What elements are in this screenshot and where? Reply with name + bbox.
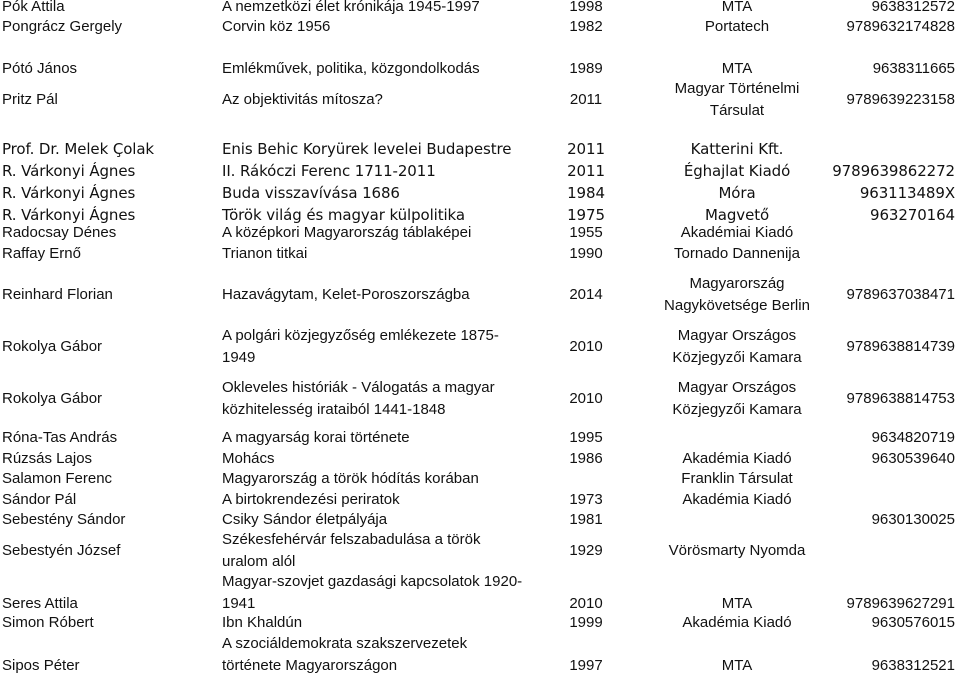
cell-publisher: Portatech (704, 18, 770, 35)
cell-isbn: 9630576015 (871, 614, 955, 631)
cell-publisher: MTA (721, 595, 753, 612)
table-row (0, 58, 959, 80)
cell-publisher: Akadémia Kiadó (682, 614, 792, 631)
cell-title: Török világ és magyar külpolitika (222, 206, 465, 224)
cell-title: Magyarország a török hódítás korában (222, 470, 479, 487)
cell-title: Corvin köz 1956 (222, 18, 331, 35)
table-row (0, 427, 959, 449)
cell-publisher: Magvető (704, 206, 770, 224)
cell-isbn: 963113489X (859, 184, 955, 202)
table-row (0, 182, 959, 204)
cell-year: 1955 (569, 224, 603, 241)
table-row (0, 632, 959, 678)
table-row (0, 243, 959, 265)
cell-publisher (632, 427, 842, 449)
cell-publisher: Katterini Kft. (690, 140, 784, 158)
cell-year: 1995 (569, 429, 603, 446)
cell-isbn (820, 222, 955, 244)
cell-isbn: 9638311665 (872, 60, 955, 77)
cell-year: 1998 (569, 0, 603, 15)
cell-publisher: Magyar Országos Közjegyzői Kamara (672, 379, 802, 418)
cell-year: 1986 (569, 450, 603, 467)
cell-publisher: Éghajlat Kiadó (683, 162, 791, 180)
cell-isbn: 9789639627291 (846, 595, 955, 612)
cell-year: 1989 (569, 60, 603, 77)
cell-title: Csiky Sándor életpályája (222, 511, 388, 528)
cell-title: A birtokrendezési periratok (222, 491, 400, 508)
cell-title: Trianon titkai (222, 245, 308, 262)
cell-author: Simon Róbert (2, 614, 94, 631)
table-row (0, 468, 959, 490)
table-row (0, 78, 959, 122)
cell-year: 1999 (569, 614, 603, 631)
cell-publisher: Magyarország Nagykövetsége Berlin (664, 275, 810, 314)
cell-publisher: Móra (718, 184, 756, 202)
cell-year: 2011 (569, 91, 603, 108)
cell-title: Enis Behic Koryürek levelei Budapestre (222, 140, 512, 158)
table-row (0, 570, 959, 616)
cell-title: II. Rákóczi Ferenc 1711-2011 (222, 162, 436, 180)
table-row (0, 222, 959, 244)
cell-title: A szociáldemokrata szakszervezetek története Magyarországon (222, 635, 468, 674)
table-row (0, 324, 959, 370)
cell-isbn: 9789638814753 (846, 390, 955, 407)
cell-title: Ibn Khaldún (222, 614, 303, 631)
cell-title: A középkori Magyarország táblaképei (222, 224, 472, 241)
cell-year (552, 468, 620, 490)
cell-year: 1997 (569, 657, 603, 674)
cell-year: 2011 (567, 162, 605, 180)
cell-publisher: MTA (721, 657, 753, 674)
cell-author: Radocsay Dénes (2, 224, 117, 241)
cell-isbn: 963270164 (870, 206, 955, 224)
cell-isbn (820, 243, 955, 265)
cell-isbn: 9789639223158 (846, 91, 955, 108)
cell-publisher: Magyar Országos Közjegyzői Kamara (672, 327, 802, 366)
cell-author: Pongrácz Gergely (2, 18, 123, 35)
cell-author: Salamon Ferenc (2, 470, 113, 487)
cell-title: Okleveles históriák - Válogatás a magyar közhitelesség irataiból 1441-1848 (222, 379, 495, 418)
cell-author: Sebestyén József (2, 542, 121, 559)
cell-author: R. Várkonyi Ágnes (2, 206, 136, 224)
cell-title: A polgári közjegyzőség emlékezete 1875- 1949 (222, 327, 499, 366)
cell-title: Székesfehérvár felszabadulása a török uralom alól (222, 531, 481, 570)
cell-year: 2011 (567, 140, 605, 158)
cell-title: Az objektivitás mítosza? (222, 91, 383, 108)
table-row (0, 16, 959, 38)
cell-isbn: 9789638814739 (846, 338, 955, 355)
cell-author: Reinhard Florian (2, 286, 113, 303)
cell-isbn: 9638312521 (871, 657, 955, 674)
cell-publisher: MTA (721, 60, 753, 77)
cell-isbn: 9789637038471 (846, 286, 955, 303)
cell-isbn: 9630130025 (871, 511, 955, 528)
cell-title: A nemzetközi élet krónikája 1945-1997 (222, 0, 480, 15)
cell-title: A magyarság korai története (222, 429, 410, 446)
cell-author: Pritz Pál (2, 91, 58, 108)
cell-year: 1973 (569, 491, 603, 508)
table-row (0, 448, 959, 470)
cell-author: Sipos Péter (2, 657, 80, 674)
table-row (0, 528, 959, 574)
cell-author: Sándor Pál (2, 491, 77, 508)
cell-year: 2014 (569, 286, 603, 303)
cell-publisher: MTA (721, 0, 753, 15)
table-row (0, 489, 959, 511)
cell-author: Raffay Ernő (2, 245, 81, 262)
cell-author: Rokolya Gábor (2, 338, 103, 355)
cell-year: 2010 (569, 390, 603, 407)
cell-year: 1981 (569, 511, 603, 528)
cell-isbn: 9634820719 (871, 429, 955, 446)
cell-isbn: 9789632174828 (846, 18, 955, 35)
cell-publisher: Franklin Társulat (681, 470, 793, 487)
cell-year: 1975 (567, 206, 605, 224)
cell-isbn (820, 138, 955, 160)
cell-isbn: 9638312572 (871, 0, 955, 15)
cell-publisher: Akadémiai Kiadó (680, 224, 794, 241)
cell-publisher: Akadémia Kiadó (682, 450, 792, 467)
table-row (0, 612, 959, 634)
cell-author: R. Várkonyi Ágnes (2, 184, 136, 202)
cell-publisher: Magyar Történelmi Társulat (674, 80, 800, 119)
cell-author: R. Várkonyi Ágnes (2, 162, 136, 180)
cell-author: Prof. Dr. Melek Çolak (2, 140, 155, 158)
cell-year: 2010 (569, 595, 603, 612)
table-row (0, 138, 959, 160)
cell-isbn: 9789639862272 (832, 162, 955, 180)
cell-isbn (820, 528, 955, 574)
cell-publisher: Vörösmarty Nyomda (668, 542, 806, 559)
cell-isbn: 9630539640 (871, 450, 955, 467)
cell-publisher: Akadémia Kiadó (682, 491, 792, 508)
table-row (0, 376, 959, 422)
cell-author: Pók Attila (2, 0, 65, 15)
cell-author: Rokolya Gábor (2, 390, 103, 407)
cell-year: 1984 (567, 184, 605, 202)
cell-isbn (820, 468, 955, 490)
cell-publisher: Tornado Dannenija (674, 245, 800, 262)
cell-author: Seres Attila (2, 595, 78, 612)
cell-author: Róna-Tas András (2, 429, 118, 446)
cell-title: Mohács (222, 450, 275, 467)
cell-author: Pótó János (2, 60, 78, 77)
table-row (0, 272, 959, 318)
cell-year: 2010 (569, 338, 603, 355)
cell-year: 1929 (569, 542, 603, 559)
cell-author: Rúzsás Lajos (2, 450, 93, 467)
cell-year: 1982 (569, 18, 603, 35)
cell-year: 1990 (569, 245, 603, 262)
cell-author: Sebestény Sándor (2, 511, 126, 528)
cell-title: Hazavágytam, Kelet-Poroszországba (222, 286, 470, 303)
cell-title: Emlékművek, politika, közgondolkodás (222, 60, 480, 77)
cell-title: Magyar-szovjet gazdasági kapcsolatok 1920- 1941 (222, 573, 523, 612)
cell-isbn (820, 489, 955, 511)
table-row (0, 160, 959, 182)
cell-title: Buda visszavívása 1686 (222, 184, 400, 202)
